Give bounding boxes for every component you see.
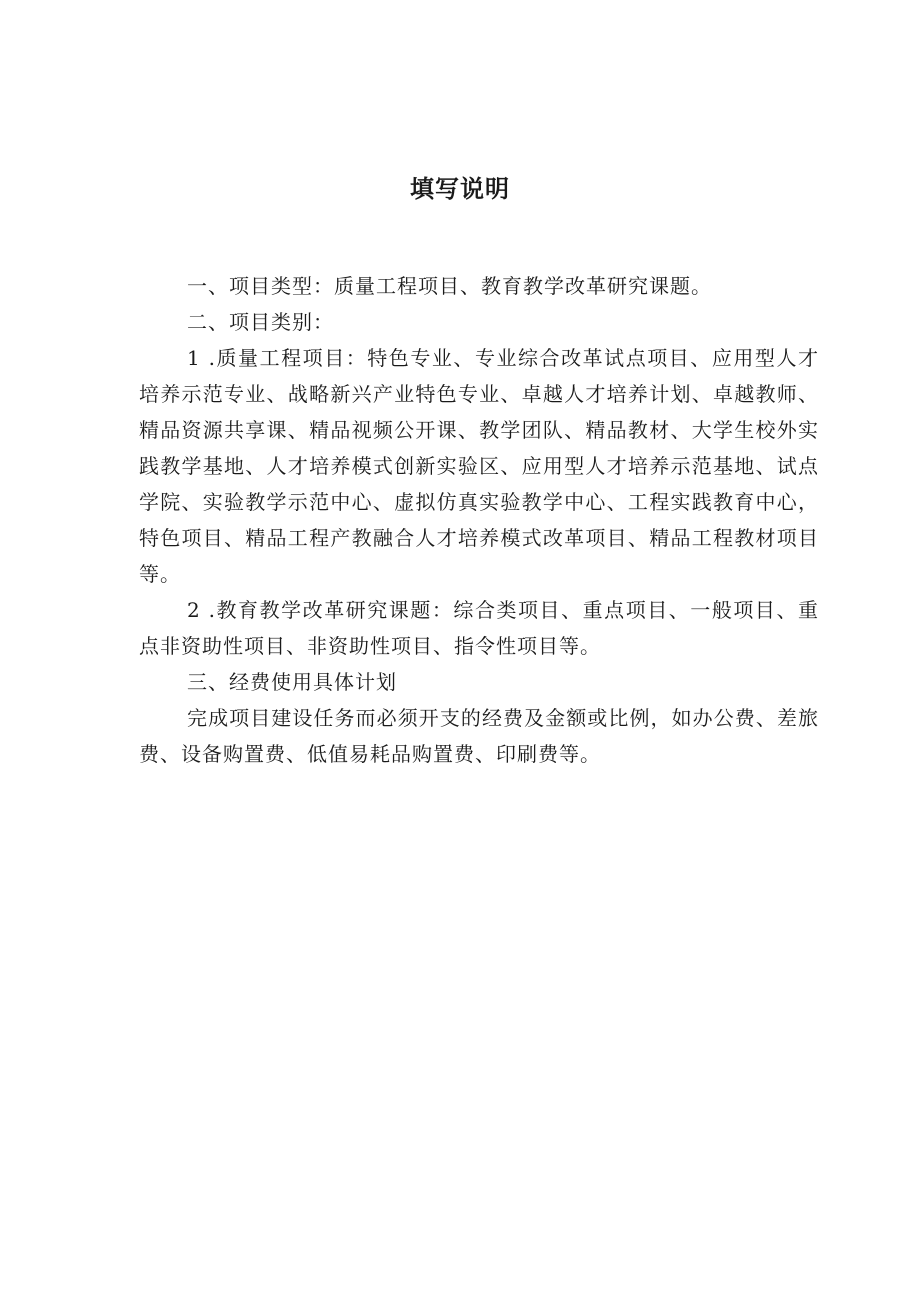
paragraph-project-category-heading: 二、项目类别： xyxy=(187,310,334,334)
page-title: 填写说明 xyxy=(410,175,510,203)
instructions-body xyxy=(139,268,819,772)
paragraph-funding-plan-heading: 三、经费使用具体计划 xyxy=(187,670,397,694)
paragraph-project-type: 一、项目类型：质量工程项目、教育教学改革研究课题。 xyxy=(187,274,712,298)
paragraph-teaching-reform: 2 .教育教学改革研究课题：综合类项目、重点项目、一般项目、重点非资助性项目、非资助性项目、指令性项目等。 xyxy=(139,598,819,658)
paragraph-quality-engineering: 1 .质量工程项目：特色专业、专业综合改革试点项目、应用型人才培养示范专业、战略新兴产业特色专业、卓越人才培养计划、卓越教师、精品资源共享课、精品视频公开课、教学团队、精品教材、大学生校外实践教学基地、人才培养模式创新实验区、应用型人才培养示范基地、试点学院、实验教学示范中心、虚拟仿真实验教学中心、工程实践教育中心，特色项目、精品工程产教融合人才培养模式改革项目、精品工程教材项目等。 xyxy=(139,346,819,586)
paragraph-funding-plan-detail: 完成项目建设任务而必须开支的经费及金额或比例，如办公费、差旅费、设备购置费、低值易耗品购置费、印刷费等。 xyxy=(139,706,819,766)
